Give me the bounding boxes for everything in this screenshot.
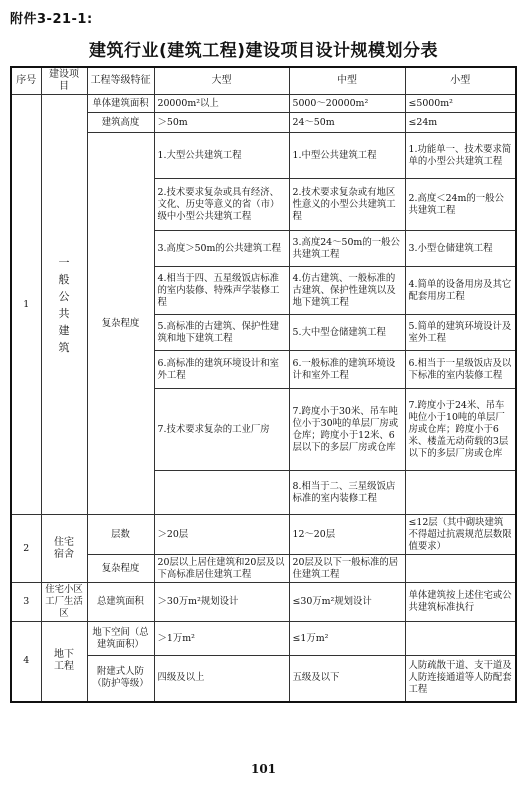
design-scale-table — [10, 66, 517, 703]
large-cell: 7.技术要求复杂的工业厂房 — [154, 389, 289, 471]
small-cell: 单体建筑按上述住宅或公共建筑标准执行 — [405, 583, 516, 622]
large-cell: ＞50m — [154, 113, 289, 133]
small-cell: 5.简单的建筑环境设计及室外工程 — [405, 315, 516, 351]
small-cell: 6.相当于一星级饭店及以下标准的室内装修工程 — [405, 351, 516, 389]
medium-cell: 20层及以下一般标准的居住建筑工程 — [289, 555, 405, 583]
large-cell: 5.高标准的古建筑、保护性建筑和地下建筑工程 — [154, 315, 289, 351]
large-cell: 4.相当于四、五星级饭店标准的室内装修、特殊声学装修工程 — [154, 267, 289, 315]
header-feature: 工程等级特征 — [87, 67, 154, 95]
large-cell: ＞1万m² — [154, 622, 289, 656]
table-row — [11, 622, 516, 656]
feature-cell: 复杂程度 — [87, 555, 154, 583]
feature-cell: 附建式人防（防护等级） — [87, 656, 154, 702]
feature-cell: 总建筑面积 — [87, 583, 154, 622]
small-cell: 1.功能单一、技术要求简单的小型公共建筑工程 — [405, 133, 516, 179]
large-cell: 1.大型公共建筑工程 — [154, 133, 289, 179]
header-large: 大型 — [154, 67, 289, 95]
medium-cell: 24～50m — [289, 113, 405, 133]
medium-cell: 3.高度24～50m的一般公共建筑工程 — [289, 231, 405, 267]
table-row — [11, 515, 516, 555]
large-cell: ＞30万m²规划设计 — [154, 583, 289, 622]
small-cell — [405, 471, 516, 515]
small-cell: ≤5000m² — [405, 95, 516, 113]
feature-cell: 地下空间（总建筑面积） — [87, 622, 154, 656]
large-cell: 2.技术要求复杂或具有经济、文化、历史等意义的省（市）级中小型公共建筑工程 — [154, 179, 289, 231]
table-row — [11, 133, 516, 179]
small-cell — [405, 622, 516, 656]
table-row — [11, 95, 516, 113]
seq-cell: 4 — [11, 622, 41, 702]
medium-cell: 6.一般标准的建筑环境设计和室外工程 — [289, 351, 405, 389]
category-cell: 住宅宿舍 — [41, 515, 87, 583]
medium-cell: 1.中型公共建筑工程 — [289, 133, 405, 179]
small-cell: 3.小型仓储建筑工程 — [405, 231, 516, 267]
feature-cell: 建筑高度 — [87, 113, 154, 133]
medium-cell: 五级及以下 — [289, 656, 405, 702]
seq-cell: 2 — [11, 515, 41, 583]
category-cell: 一般公共建筑 — [41, 95, 87, 515]
medium-cell: 4.仿古建筑、一般标准的古建筑、保护性建筑以及地下建筑工程 — [289, 267, 405, 315]
medium-cell: 7.跨度小于30米、吊车吨位小于30吨的单层厂房或仓库；跨度小于12米、6层以下的多层厂房或仓库 — [289, 389, 405, 471]
header-seq: 序号 — [11, 67, 41, 95]
page-number: 101 — [250, 762, 277, 776]
large-cell: 3.高度＞50m的公共建筑工程 — [154, 231, 289, 267]
table-header-row — [11, 67, 516, 95]
feature-cell: 层数 — [87, 515, 154, 555]
seq-cell: 1 — [11, 95, 41, 515]
large-cell: 20000m²以上 — [154, 95, 289, 113]
table-row — [11, 656, 516, 702]
medium-cell: ≤30万m²规划设计 — [289, 583, 405, 622]
header-small: 小型 — [405, 67, 516, 95]
header-category: 建设项目 — [41, 67, 87, 95]
page-title: 建筑行业(建筑工程)建设项目设计规模划分表 — [88, 41, 439, 61]
table-row — [11, 113, 516, 133]
large-cell: ＞20层 — [154, 515, 289, 555]
medium-cell: 12～20层 — [289, 515, 405, 555]
large-cell: 20层以上居住建筑和20层及以下高标准居住建筑工程 — [154, 555, 289, 583]
small-cell: ≤24m — [405, 113, 516, 133]
medium-cell: 5000～20000m² — [289, 95, 405, 113]
category-cell: 地下工程 — [41, 622, 87, 702]
seq-cell: 3 — [11, 583, 41, 622]
small-cell: 2.高度＜24m的一般公共建筑工程 — [405, 179, 516, 231]
large-cell: 6.高标准的建筑环境设计和室外工程 — [154, 351, 289, 389]
feature-cell: 单体建筑面积 — [87, 95, 154, 113]
annex-label: 附件3-21-1: — [10, 12, 93, 27]
small-cell: 人防疏散干道、支干道及人防连接通道等人防配套工程 — [405, 656, 516, 702]
small-cell — [405, 555, 516, 583]
table-row — [11, 555, 516, 583]
small-cell: ≤12层（其中砌块建筑不得超过抗震规范层数限值要求） — [405, 515, 516, 555]
feature-cell: 复杂程度 — [87, 133, 154, 515]
large-cell: 四级及以上 — [154, 656, 289, 702]
medium-cell: 8.相当于二、三星级饭店标准的室内装修工程 — [289, 471, 405, 515]
medium-cell: ≤1万m² — [289, 622, 405, 656]
table-row — [11, 583, 516, 622]
medium-cell: 2.技术要求复杂或有地区性意义的小型公共建筑工程 — [289, 179, 405, 231]
header-medium: 中型 — [289, 67, 405, 95]
small-cell: 7.跨度小于24米、吊车吨位小于10吨的单层厂房或仓库；跨度小于6米、楼盖无动荷载的3层以下的多层厂房或仓库 — [405, 389, 516, 471]
large-cell — [154, 471, 289, 515]
small-cell: 4.简单的设备用房及其它配套用房工程 — [405, 267, 516, 315]
medium-cell: 5.大中型仓储建筑工程 — [289, 315, 405, 351]
category-cell: 住宅小区工厂生活区 — [41, 583, 87, 622]
